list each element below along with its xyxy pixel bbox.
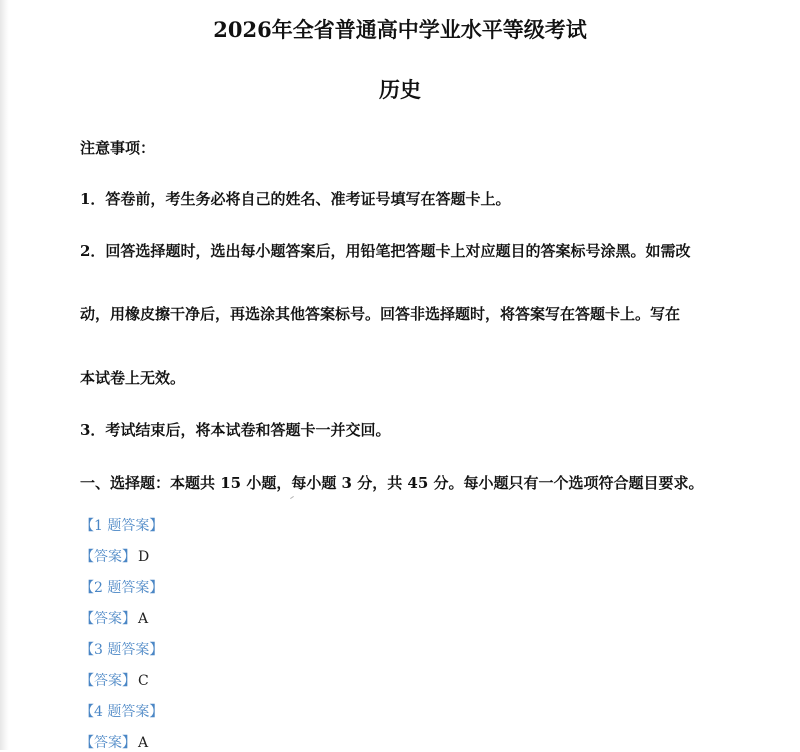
answer-row-3	[80, 670, 149, 690]
answer-label: 【答案】	[80, 735, 136, 751]
notice-heading: 注意事项：	[80, 139, 156, 157]
notice-line-3: 动，用橡皮擦干净后，再选涂其他答案标号。回答非选择题时，将答案写在答题卡上。写在	[80, 305, 681, 323]
answer-value: C	[138, 673, 149, 689]
answer-label: 【答案】	[80, 549, 136, 565]
notice-line-5: 3．考试结束后，将本试卷和答题卡一并交回。	[80, 421, 391, 439]
answer-row-2	[80, 608, 148, 628]
question-label-2	[80, 577, 163, 597]
answer-value: A	[138, 735, 149, 751]
document-subject: 历史	[379, 77, 421, 102]
answer-row-1	[80, 546, 149, 566]
answer-value: A	[138, 611, 149, 627]
answer-label: 【答案】	[80, 611, 136, 627]
question-label-text: 【1 题答案】	[80, 518, 164, 534]
question-label-text: 【2 题答案】	[80, 580, 164, 596]
notice-line-1: 1．答卷前，考生务必将自己的姓名、准考证号填写在答题卡上。	[80, 190, 511, 208]
section-heading: 一、选择题：本题共 15 小题，每小题 3 分，共 45 分。每小题只有一个选项符合题目要求。	[80, 474, 704, 492]
notice-line-4: 本试卷上无效。	[80, 369, 186, 387]
question-label-text: 【4 题答案】	[80, 704, 164, 720]
answer-row-4	[80, 732, 148, 752]
answer-label: 【答案】	[80, 673, 136, 689]
notice-line-2: 2．回答选择题时，选出每小题答案后，用铅笔把答题卡上对应题目的答案标号涂黑。如需改	[80, 242, 691, 260]
question-label-4	[80, 701, 163, 721]
answer-value: D	[138, 549, 150, 565]
question-label-3	[80, 639, 163, 659]
question-label-text: 【3 题答案】	[80, 642, 164, 658]
stray-mark	[290, 496, 294, 499]
question-label-1	[80, 515, 163, 535]
document-title: 2026年全省普通高中学业水平等级考试	[213, 17, 587, 42]
